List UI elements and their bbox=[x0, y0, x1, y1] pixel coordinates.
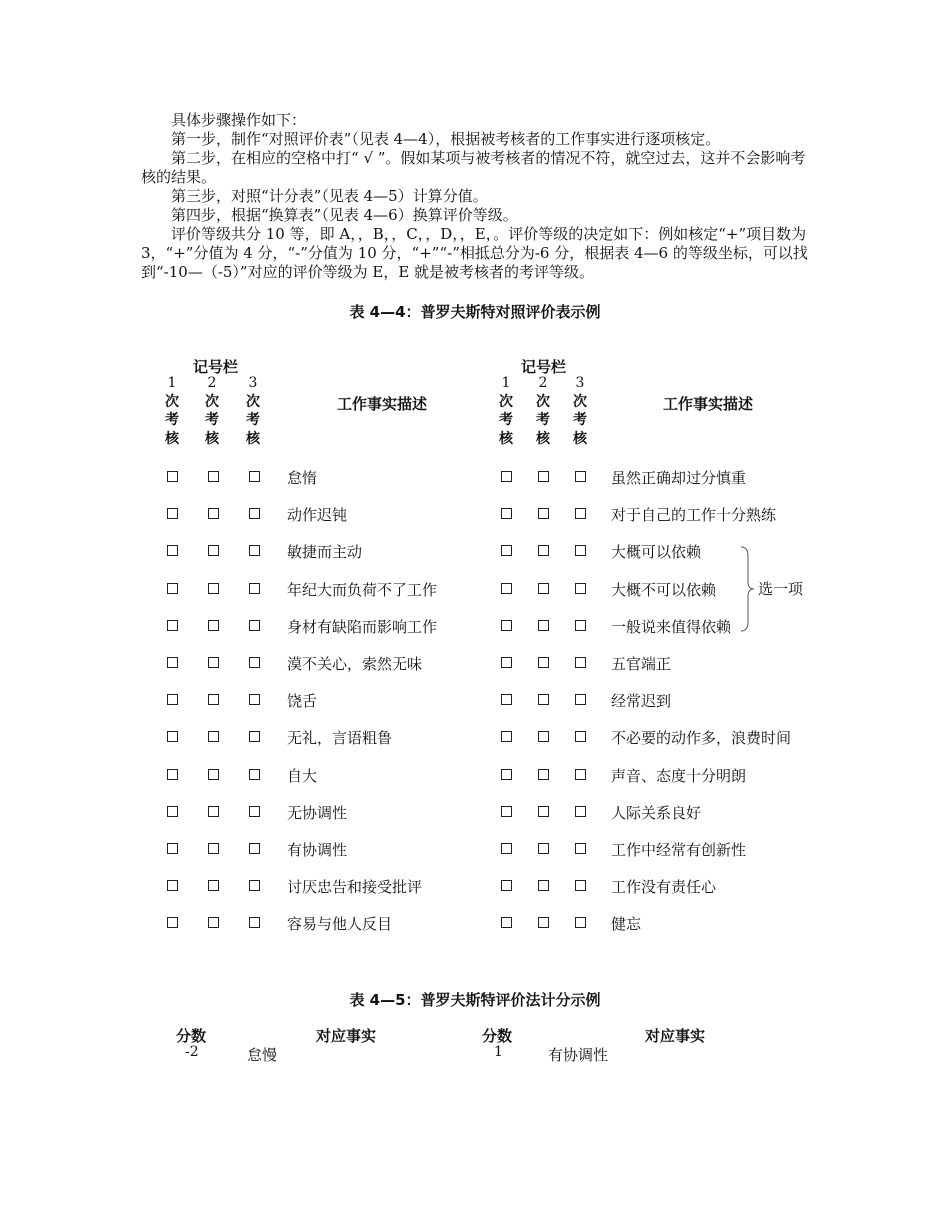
col-label-char: 次 bbox=[573, 393, 587, 410]
checkbox[interactable] bbox=[575, 694, 586, 705]
checkbox[interactable] bbox=[167, 694, 178, 705]
work-fact-item: 大概可以依赖 bbox=[611, 543, 702, 562]
checkbox[interactable] bbox=[501, 917, 512, 928]
checkbox[interactable] bbox=[167, 583, 178, 594]
col-label-2-left bbox=[202, 374, 222, 448]
checkbox[interactable] bbox=[501, 583, 512, 594]
checkbox[interactable] bbox=[167, 917, 178, 928]
checkbox[interactable] bbox=[538, 880, 549, 891]
col-label-char: 次 bbox=[246, 393, 260, 410]
col-label-char: 次 bbox=[165, 393, 179, 410]
work-fact-item: 怠惰 bbox=[287, 469, 318, 487]
col-label-1-right bbox=[496, 374, 516, 448]
work-fact-item: 容易与他人反目 bbox=[287, 915, 393, 934]
checkbox[interactable] bbox=[538, 806, 549, 817]
checkbox[interactable] bbox=[249, 545, 260, 556]
col-label-char: 核 bbox=[165, 430, 179, 447]
checkbox[interactable] bbox=[575, 806, 586, 817]
col-label-char: 考 bbox=[499, 412, 513, 428]
intro-line: 评价等级共分 10 等，即 A，，B，，C，，D，，E，。评价等级的决定如下：例如核定“+”项目数为 3，“+”分值为 4 分，“-”分值为 10 分，“+”“-”相抵总分为-6 分，根据表 4—6 的等级坐标，可以找到“-10—（-5）”对应的评价等级为 E，E 就是被考核者的考评等级。 bbox=[141, 225, 808, 281]
checkbox[interactable] bbox=[208, 880, 219, 891]
checkbox[interactable] bbox=[249, 657, 260, 668]
checkbox[interactable] bbox=[208, 694, 219, 705]
work-fact-item: 有协调性 bbox=[287, 841, 348, 859]
checkbox[interactable] bbox=[167, 843, 178, 854]
checkbox[interactable] bbox=[538, 471, 549, 482]
col-label-1-left bbox=[162, 374, 182, 448]
score-value: 1 bbox=[494, 1044, 503, 1060]
col-label-char: 考 bbox=[573, 412, 587, 428]
checkbox[interactable] bbox=[575, 917, 586, 928]
desc-header-left: 工作事实描述 bbox=[337, 395, 428, 413]
checkbox[interactable] bbox=[167, 657, 178, 668]
checkbox[interactable] bbox=[575, 657, 586, 668]
col-label-char: 次 bbox=[536, 393, 550, 410]
col-label-char: 次 bbox=[499, 393, 513, 410]
col-label-char: 核 bbox=[499, 430, 513, 447]
checkbox[interactable] bbox=[249, 880, 260, 891]
checkbox[interactable] bbox=[575, 880, 586, 891]
checkbox[interactable] bbox=[501, 843, 512, 854]
col-label-char: 核 bbox=[246, 430, 260, 447]
col-label-char: 2 bbox=[538, 375, 548, 391]
checkbox[interactable] bbox=[249, 769, 260, 780]
checkbox[interactable] bbox=[249, 694, 260, 705]
checkbox[interactable] bbox=[538, 731, 549, 742]
work-fact-item: 工作中经常有创新性 bbox=[611, 841, 747, 859]
work-fact-item: 对于自己的工作十分熟练 bbox=[611, 506, 777, 525]
checkbox[interactable] bbox=[249, 583, 260, 594]
checkbox[interactable] bbox=[208, 508, 219, 519]
work-fact-item: 声音、态度十分明朗 bbox=[611, 766, 747, 785]
checkbox[interactable] bbox=[501, 806, 512, 817]
work-fact-item: 五官端正 bbox=[611, 655, 672, 673]
work-fact-item: 动作迟钝 bbox=[287, 506, 348, 525]
checkbox[interactable] bbox=[208, 657, 219, 668]
col-label-char: 考 bbox=[246, 412, 260, 428]
checkbox[interactable] bbox=[538, 583, 549, 594]
work-fact-item: 饶舌 bbox=[287, 692, 318, 711]
work-fact-item: 工作没有责任心 bbox=[611, 878, 717, 897]
work-fact-item: 健忘 bbox=[611, 915, 642, 934]
work-fact-item: 漠不关心，索然无味 bbox=[287, 655, 423, 673]
score-header-left: 分数 bbox=[176, 1027, 207, 1045]
checkbox[interactable] bbox=[501, 769, 512, 780]
col-label-3-right bbox=[570, 374, 590, 448]
col-label-char: 考 bbox=[165, 412, 179, 428]
record-header-left: 记号栏 bbox=[193, 358, 239, 376]
checkbox[interactable] bbox=[501, 694, 512, 705]
checkbox[interactable] bbox=[167, 620, 178, 631]
checkbox[interactable] bbox=[249, 806, 260, 817]
work-fact-item: 人际关系良好 bbox=[611, 803, 702, 822]
brace-icon bbox=[740, 546, 756, 632]
work-fact-item: 不必要的动作多，浪费时间 bbox=[611, 729, 792, 748]
fact-value: 怠慢 bbox=[247, 1046, 278, 1064]
checkbox[interactable] bbox=[208, 731, 219, 742]
checkbox[interactable] bbox=[501, 508, 512, 519]
checkbox[interactable] bbox=[501, 471, 512, 482]
work-fact-item: 一般说来值得依赖 bbox=[611, 617, 732, 636]
fact-header-left: 对应事实 bbox=[316, 1027, 377, 1045]
intro-line: 第四步，根据“换算表”（见表 4—6）换算评价等级。 bbox=[171, 206, 518, 224]
col-label-2-right bbox=[533, 374, 553, 448]
work-fact-item: 讨厌忠告和接受批评 bbox=[287, 878, 423, 897]
desc-header-right: 工作事实描述 bbox=[663, 395, 754, 413]
checkbox[interactable] bbox=[575, 731, 586, 742]
col-label-char: 考 bbox=[205, 412, 219, 428]
checkbox[interactable] bbox=[249, 731, 260, 742]
checkbox[interactable] bbox=[538, 620, 549, 631]
checkbox[interactable] bbox=[538, 917, 549, 928]
intro-line: 第二步，在相应的空格中打“ √ ”。假如某项与被考核者的情况不符，就空过去，这并不会影响考核的结果。 bbox=[141, 149, 806, 186]
intro-line: 第三步，对照“计分表”（见表 4—5）计算分值。 bbox=[171, 187, 488, 205]
checkbox[interactable] bbox=[501, 880, 512, 891]
fact-header-right: 对应事实 bbox=[645, 1027, 706, 1045]
checkbox[interactable] bbox=[575, 769, 586, 780]
checkbox[interactable] bbox=[575, 583, 586, 594]
checkbox[interactable] bbox=[249, 917, 260, 928]
checkbox[interactable] bbox=[208, 769, 219, 780]
checkbox[interactable] bbox=[575, 545, 586, 556]
checkbox[interactable] bbox=[167, 806, 178, 817]
work-fact-item: 虽然正确却过分慎重 bbox=[611, 469, 747, 487]
checkbox[interactable] bbox=[208, 620, 219, 631]
work-fact-item: 年纪大而负荷不了工作 bbox=[287, 580, 438, 599]
col-label-char: 次 bbox=[205, 393, 219, 410]
checkbox[interactable] bbox=[249, 471, 260, 482]
col-label-char: 考 bbox=[536, 412, 550, 428]
work-fact-item: 自大 bbox=[287, 766, 318, 785]
checkbox[interactable] bbox=[538, 508, 549, 519]
col-label-char: 核 bbox=[536, 430, 550, 447]
checkbox[interactable] bbox=[249, 843, 260, 854]
checkbox[interactable] bbox=[208, 545, 219, 556]
checkbox[interactable] bbox=[538, 545, 549, 556]
intro-line: 具体步骤操作如下： bbox=[171, 111, 307, 129]
checkbox[interactable] bbox=[208, 843, 219, 854]
col-label-char: 核 bbox=[573, 430, 587, 447]
choose-one-note: 选一项 bbox=[758, 580, 804, 598]
col-label-char: 1 bbox=[501, 375, 511, 391]
intro-text bbox=[141, 111, 810, 282]
work-fact-item: 敏捷而主动 bbox=[287, 543, 363, 562]
work-fact-item: 无协调性 bbox=[287, 803, 348, 822]
checkbox[interactable] bbox=[208, 806, 219, 817]
checkbox[interactable] bbox=[575, 471, 586, 482]
table-4-4-caption: 表 4—4：普罗夫斯特对照评价表示例 bbox=[349, 303, 601, 321]
checkbox[interactable] bbox=[167, 769, 178, 780]
score-header-right: 分数 bbox=[482, 1027, 513, 1045]
checkbox[interactable] bbox=[167, 731, 178, 742]
checkbox[interactable] bbox=[249, 620, 260, 631]
checkbox[interactable] bbox=[167, 880, 178, 891]
fact-value: 有协调性 bbox=[548, 1046, 609, 1064]
work-fact-item: 经常迟到 bbox=[611, 692, 672, 711]
col-label-char: 3 bbox=[575, 375, 585, 391]
checkbox[interactable] bbox=[538, 843, 549, 854]
checkbox[interactable] bbox=[538, 769, 549, 780]
checkbox[interactable] bbox=[167, 508, 178, 519]
col-label-3-left bbox=[243, 374, 263, 448]
record-header-right: 记号栏 bbox=[521, 358, 567, 376]
checkbox[interactable] bbox=[501, 731, 512, 742]
table-4-5-caption: 表 4—5：普罗夫斯特评价法计分示例 bbox=[349, 991, 601, 1009]
score-value: -2 bbox=[185, 1044, 199, 1060]
intro-line: 第一步，制作“对照评价表”（见表 4—4），根据被考核者的工作事实进行逐项核定。 bbox=[171, 130, 721, 148]
checkbox[interactable] bbox=[501, 545, 512, 556]
col-label-char: 核 bbox=[205, 430, 219, 447]
work-fact-item: 大概不可以依赖 bbox=[611, 580, 717, 599]
checkbox[interactable] bbox=[208, 583, 219, 594]
checkbox[interactable] bbox=[208, 471, 219, 482]
col-label-char: 2 bbox=[207, 375, 217, 391]
checkbox[interactable] bbox=[208, 917, 219, 928]
checkbox[interactable] bbox=[501, 620, 512, 631]
checkbox[interactable] bbox=[167, 471, 178, 482]
checkbox[interactable] bbox=[575, 508, 586, 519]
col-label-char: 1 bbox=[167, 375, 177, 391]
checkbox[interactable] bbox=[538, 694, 549, 705]
work-fact-item: 无礼，言语粗鲁 bbox=[287, 729, 393, 748]
col-label-char: 3 bbox=[248, 375, 258, 391]
checkbox[interactable] bbox=[575, 843, 586, 854]
checkbox[interactable] bbox=[538, 657, 549, 668]
checkbox[interactable] bbox=[249, 508, 260, 519]
checkbox[interactable] bbox=[167, 545, 178, 556]
checkbox[interactable] bbox=[501, 657, 512, 668]
checkbox[interactable] bbox=[575, 620, 586, 631]
work-fact-item: 身材有缺陷而影响工作 bbox=[287, 617, 438, 636]
